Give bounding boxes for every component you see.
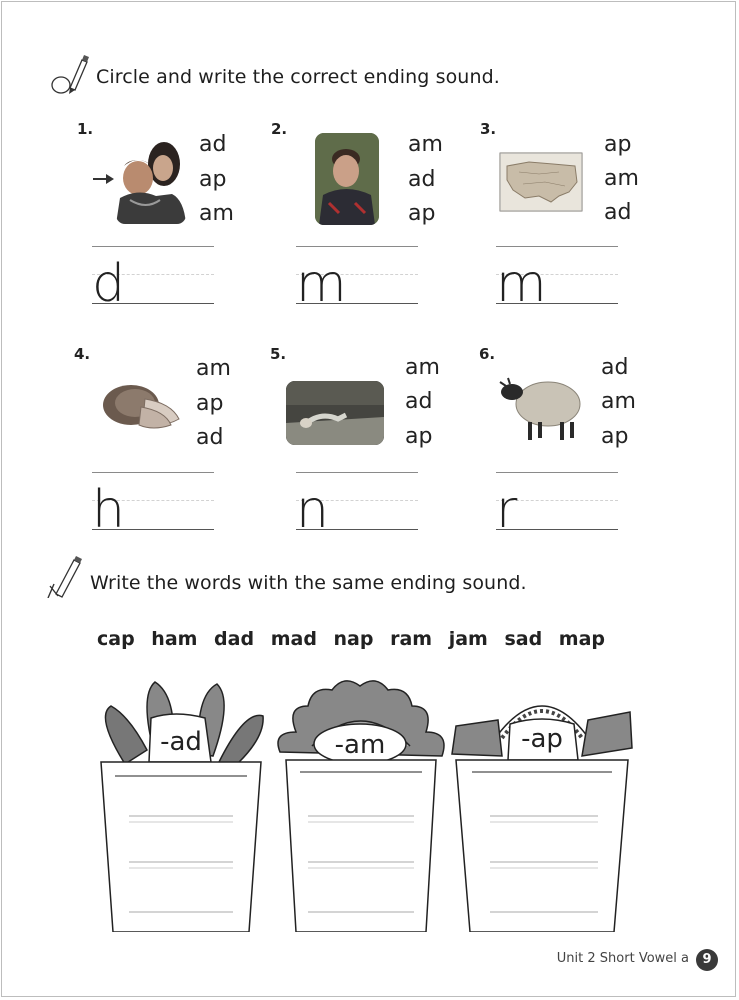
word-box-ad <box>95 676 267 932</box>
exercise-6-option-2[interactable]: am <box>601 389 636 414</box>
word-box-ap-label: -ap <box>521 724 563 754</box>
section-2-title: Write the words with the same ending sound. <box>90 572 527 594</box>
word-bank: cap ham dad mad nap ram jam sad map <box>97 628 606 650</box>
footer-unit-label: Unit 2 Short Vowel a <box>556 951 689 966</box>
exercise-6-number: 6. <box>479 345 496 363</box>
exercise-2-number: 2. <box>271 120 288 138</box>
exercise-6-letter: r <box>496 480 518 540</box>
exercise-6-option-1[interactable]: ad <box>601 355 629 380</box>
exercise-2-option-3[interactable]: ap <box>408 201 436 226</box>
exercise-5-option-3[interactable]: ap <box>405 424 433 449</box>
man-and-girl-photo <box>116 136 186 224</box>
exercise-4-letter: h <box>92 480 125 540</box>
map-photo <box>499 152 583 212</box>
exercise-3-writing-lines[interactable] <box>496 246 618 314</box>
exercise-2-letter: m <box>296 254 347 314</box>
word-box-am <box>276 676 446 932</box>
exercise-2-writing-lines[interactable] <box>296 246 418 314</box>
exercise-1-option-1[interactable]: ad <box>199 132 227 157</box>
exercise-3-option-3[interactable]: ad <box>604 200 632 225</box>
exercise-4-option-2[interactable]: ap <box>196 391 224 416</box>
exercise-4-number: 4. <box>74 345 91 363</box>
exercise-4-option-1[interactable]: am <box>196 356 231 381</box>
exercise-1-letter: d <box>92 254 126 314</box>
nap-photo <box>286 381 384 445</box>
exercise-3-letter: m <box>496 254 547 314</box>
exercise-6-option-3[interactable]: ap <box>601 424 629 449</box>
exercise-1-option-2[interactable]: ap <box>199 167 227 192</box>
exercise-5-writing-lines[interactable] <box>296 472 418 540</box>
ham-photo <box>101 377 181 433</box>
page-number-badge: 9 <box>696 949 718 971</box>
exercise-5-letter: n <box>296 480 329 540</box>
exercise-2-option-2[interactable]: ad <box>408 167 436 192</box>
exercise-5-option-2[interactable]: ad <box>405 389 433 414</box>
exercise-6-writing-lines[interactable] <box>496 472 618 540</box>
section-1-title: Circle and write the correct ending sound. <box>96 66 500 88</box>
exercise-1-number: 1. <box>77 120 94 138</box>
exercise-3-number: 3. <box>480 120 497 138</box>
exercise-2-option-1[interactable]: am <box>408 132 443 157</box>
word-box-ap <box>450 676 634 932</box>
exercise-1-writing-lines[interactable] <box>92 246 214 314</box>
ram-photo <box>498 372 586 442</box>
word-box-ad-label: -ad <box>160 727 202 757</box>
arrow-icon <box>92 172 116 186</box>
exercise-1-option-3[interactable]: am <box>199 201 234 226</box>
word-box-am-label: -am <box>334 730 386 760</box>
boy-photo <box>315 133 379 225</box>
exercise-5-option-1[interactable]: am <box>405 355 440 380</box>
pencil-icon <box>46 554 86 598</box>
exercise-4-writing-lines[interactable] <box>92 472 214 540</box>
exercise-4-option-3[interactable]: ad <box>196 425 224 450</box>
exercise-5-number: 5. <box>270 345 287 363</box>
exercise-3-option-1[interactable]: ap <box>604 132 632 157</box>
exercise-3-option-2[interactable]: am <box>604 166 639 191</box>
pencil-icon <box>48 52 90 96</box>
